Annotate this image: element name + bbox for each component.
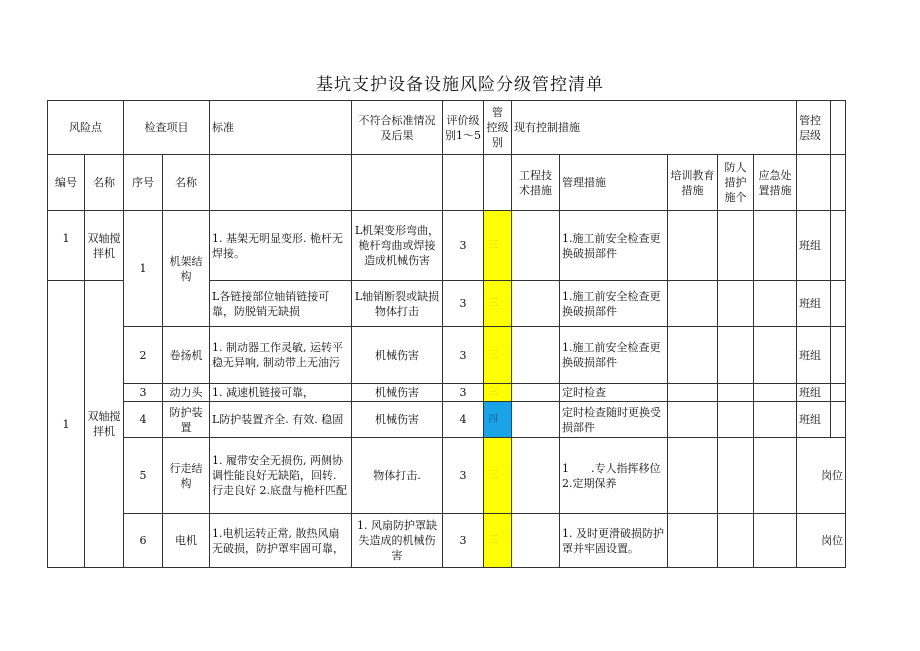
cell-seq: 1 [124,211,163,327]
header-no: 编号 [48,155,85,211]
header-row-1 [48,101,846,155]
cell-tier: 班组 [797,384,831,402]
cell-tier: 岗位 [797,514,846,568]
cell-item: 行走结构 [163,438,210,514]
cell-seq: 6 [124,514,163,568]
cell-name-merged: 双轴搅拌机 [85,281,124,568]
header-control-tier: 管控层级 [797,101,831,155]
cell-tier: 班组 [797,327,831,384]
cell-mgmt: 1. 及时更滑破损防护罩并牢固设置。 [560,514,668,568]
table-row [48,402,846,438]
cell-level: 三 [484,384,512,402]
cell-mgmt-line-1: 1 .专人指挥移位 [562,461,661,475]
cell-name: 双轴搅拌机 [85,211,124,281]
cell-consequence: 机械伤害 [352,384,443,402]
cell-consequence: 1. 风扇防护罩缺失造成的机械伤害 [352,514,443,568]
cell-standard: L防护装置齐全. 有效. 稳固 [210,402,352,438]
cell-standard: 1. 制动器工作灵敏, 运转平稳无异响, 制动带上无油污 [210,327,352,384]
cell-standard: 1. 履带安全无损伤, 两侧协调性能良好无缺陷，回转. 行走良好 2.底盘与桅杆匹配 [210,438,352,514]
cell-eval: 4 [443,402,484,438]
cell-consequence: L轴销断裂或缺损物体打击 [352,281,443,327]
cell-standard: 1. 基架无明显变形. 桅杆无焊接。 [210,211,352,281]
cell-consequence: 机械伤害 [352,402,443,438]
cell-level: 三 [484,514,512,568]
header-current-measures: 现有控制措施 [512,101,797,155]
cell-tier: 岗位 [797,438,846,514]
cell-consequence: L机架变形弯曲，桅杆弯曲或焊接造成机械伤害 [352,211,443,281]
cell-item: 机架结构 [163,211,210,327]
cell-standard: L各链接部位轴销链接可靠，防脱销无缺损 [210,281,352,327]
header-emergency: 应急处置措施 [754,155,797,211]
header-nonconform: 不符合标准情况及后果 [352,101,443,155]
page-title: 基坑支护设备设施风险分级管控清单 [316,75,604,95]
cell-mgmt-line-2: 2.定期保养 [562,476,617,490]
table-row [48,438,846,514]
cell-no: 1 [48,211,85,281]
cell-mgmt: 1.施工前安全检查更换破损部件 [560,327,668,384]
cell-mgmt: 定时检查 [560,384,668,402]
header-control-level: 管 控级别 [484,101,512,155]
cell-eval: 3 [443,438,484,514]
cell-eval: 3 [443,384,484,402]
cell-standard: 1. 减速机链接可靠， [210,384,352,402]
cell-level: 三 [484,281,512,327]
header-check-item: 检查项目 [124,101,210,155]
table-row [48,327,846,384]
cell-standard: 1.电机运转正常, 散热风扇无破损，防护罩牢固可靠， [210,514,352,568]
cell-mgmt: 1.施工前安全检查更换破损部件 [560,211,668,281]
header-seq: 序号 [124,155,163,211]
header-eng-tech: 工程技术措施 [512,155,560,211]
cell-eval: 3 [443,211,484,281]
cell-mgmt: 定时检查随时更换受损部件 [560,402,668,438]
cell-item: 防护装置 [163,402,210,438]
cell-tier: 班组 [797,402,831,438]
header-name: 名称 [85,155,124,211]
cell-level: 三 [484,327,512,384]
cell-consequence: 物体打击. [352,438,443,514]
cell-item: 动力头 [163,384,210,402]
header-training: 培训教育措施 [668,155,718,211]
risk-table [47,100,846,568]
cell-level: 三 [484,211,512,281]
cell-no-merged: 1 [48,281,85,568]
cell-tier: 班组 [797,281,831,327]
cell-mgmt [560,438,668,514]
cell-mgmt: 1.施工前安全检查更换破损部件 [560,281,668,327]
header-risk-point: 风险点 [48,101,124,155]
cell-tier: 班组 [797,211,831,281]
cell-consequence: 机械伤害 [352,327,443,384]
table-row [48,384,846,402]
cell-eval: 3 [443,514,484,568]
cell-item: 电机 [163,514,210,568]
header-mgmt: 管理措施 [560,155,668,211]
header-row-2 [48,155,846,211]
cell-item: 卷扬机 [163,327,210,384]
cell-level: 四 [484,402,512,438]
cell-seq: 5 [124,438,163,514]
header-standard: 标准 [210,101,352,155]
header-item-name: 名称 [163,155,210,211]
cell-seq: 3 [124,384,163,402]
table-row [48,514,846,568]
header-eval-level: 评价级别1～5 [443,101,484,155]
cell-seq: 2 [124,327,163,384]
cell-seq: 4 [124,402,163,438]
cell-eval: 3 [443,281,484,327]
cell-level: 三 [484,438,512,514]
table-row [48,211,846,281]
cell-eval: 3 [443,327,484,384]
header-ppe: 防人措护施个 [718,155,754,211]
